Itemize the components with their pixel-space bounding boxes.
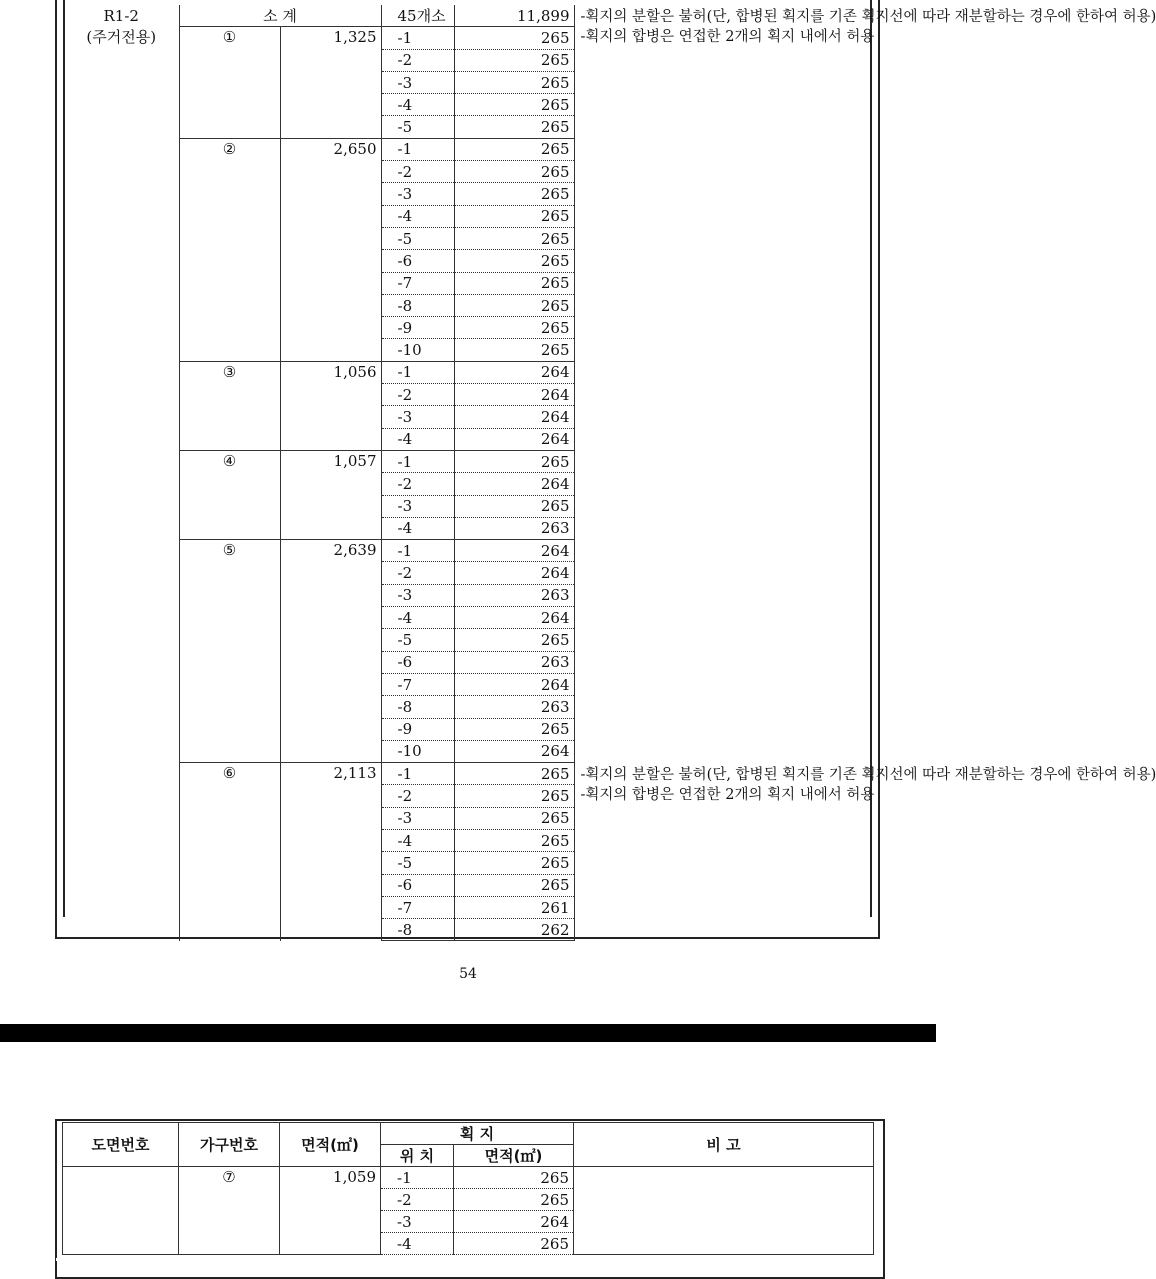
- block-number: ④: [179, 450, 280, 539]
- lot-area: 265: [454, 138, 574, 160]
- lot-area: 265: [454, 317, 574, 339]
- lot-position: -5: [381, 629, 454, 651]
- block-area: 1,056: [280, 361, 381, 450]
- lot-position: -4: [381, 205, 454, 227]
- page2-block-area: 1,059: [280, 1167, 381, 1255]
- page2-table-row: [63, 1167, 874, 1189]
- subtotal-row: [64, 5, 869, 27]
- lot-position: -6: [381, 874, 454, 896]
- block-area: 2,113: [280, 763, 381, 941]
- lot-position: -1: [381, 27, 454, 49]
- remarks-top: [574, 5, 1156, 763]
- lot-position: -9: [381, 317, 454, 339]
- page2-remarks: [574, 1167, 874, 1255]
- total-area: 11,899: [454, 5, 574, 27]
- lot-area: 265: [454, 116, 574, 138]
- header-lot: 획 지: [381, 1123, 574, 1145]
- lot-area: 263: [454, 517, 574, 539]
- lot-position: -4: [381, 829, 454, 851]
- lot-position: -6: [381, 250, 454, 272]
- lot-area: 265: [454, 294, 574, 316]
- lot-area: 265: [454, 227, 574, 249]
- drawing-no: R1-2: [64, 5, 179, 27]
- lot-area: 264: [454, 361, 574, 383]
- lot-area: 264: [454, 673, 574, 695]
- lot-table: [64, 5, 1156, 941]
- lot-area: 265: [454, 71, 574, 93]
- lot-position: -10: [381, 339, 454, 361]
- header-drawing-no: 도면번호: [63, 1123, 179, 1167]
- lot-position: -7: [381, 896, 454, 918]
- lot-area: 265: [454, 763, 574, 785]
- block-number: ⑥: [179, 763, 280, 941]
- lot-position: -3: [381, 495, 454, 517]
- page2-lot-position: -1: [381, 1167, 454, 1189]
- lot-area: 262: [454, 919, 574, 941]
- lot-position: -8: [381, 294, 454, 316]
- lot-count: 45개소: [381, 5, 454, 27]
- lot-area: 265: [454, 161, 574, 183]
- lot-area: 261: [454, 896, 574, 918]
- block-area: 2,639: [280, 540, 381, 763]
- lot-position: -3: [381, 584, 454, 606]
- usage-label: (주거전용): [64, 27, 179, 941]
- lot-area: 265: [454, 718, 574, 740]
- lot-area: 265: [454, 339, 574, 361]
- lot-area: 263: [454, 696, 574, 718]
- remarks-top-line: -획지의 합병은 연접한 2개의 획지 내에서 허용: [580, 29, 875, 45]
- block-number: ③: [179, 361, 280, 450]
- page2-lot-area: 265: [454, 1189, 574, 1211]
- block-number: ⑤: [179, 540, 280, 763]
- page2-lot-area: 265: [454, 1233, 574, 1255]
- lot-position: -2: [381, 473, 454, 495]
- lot-area: 264: [454, 607, 574, 629]
- lot-position: -2: [381, 49, 454, 71]
- page2-lot-position: -3: [381, 1211, 454, 1233]
- lot-position: -2: [381, 384, 454, 406]
- lot-position: -1: [381, 540, 454, 562]
- lot-area: 264: [454, 406, 574, 428]
- lot-position: -7: [381, 272, 454, 294]
- lot-position: -1: [381, 763, 454, 785]
- page2-table: [62, 1122, 874, 1255]
- lot-position: -3: [381, 406, 454, 428]
- lot-position: -10: [381, 740, 454, 762]
- block-area: 1,057: [280, 450, 381, 539]
- lot-area: 264: [454, 473, 574, 495]
- lot-area: 265: [454, 495, 574, 517]
- lot-area: 264: [454, 428, 574, 450]
- lot-position: -1: [381, 450, 454, 472]
- subtotal-label: 소 계: [179, 5, 381, 27]
- lot-area: 264: [454, 740, 574, 762]
- lot-area: 265: [454, 94, 574, 116]
- lot-area: 265: [454, 829, 574, 851]
- lot-area: 265: [454, 183, 574, 205]
- lot-position: -5: [381, 227, 454, 249]
- block-number: ①: [179, 27, 280, 138]
- lot-area: 264: [454, 562, 574, 584]
- table-row: [64, 763, 869, 785]
- lot-area: 265: [454, 807, 574, 829]
- lot-area: 265: [454, 250, 574, 272]
- lot-area: 265: [454, 205, 574, 227]
- lot-position: -8: [381, 696, 454, 718]
- page2-cut-edge: [56, 1258, 882, 1261]
- remarks-block6-line: -획지의 분할은 불허(단, 합병된 획지를 기존 획지선에 따라 재분할하는 경우에 한하여 허용): [580, 766, 1156, 783]
- lot-area: 265: [454, 49, 574, 71]
- page2-block-number: ⑦: [179, 1167, 280, 1255]
- header-lot-area: 면적(㎡): [454, 1145, 574, 1167]
- header-block-no: 가구번호: [179, 1123, 280, 1167]
- lot-area: 265: [454, 27, 574, 49]
- page2-lot-position: -2: [381, 1189, 454, 1211]
- lot-position: -6: [381, 651, 454, 673]
- lot-position: -3: [381, 71, 454, 93]
- block-area: 1,325: [280, 27, 381, 138]
- lot-position: -9: [381, 718, 454, 740]
- lot-area: 264: [454, 384, 574, 406]
- header-remarks: 비 고: [574, 1123, 874, 1167]
- lot-position: -4: [381, 94, 454, 116]
- lot-position: -1: [381, 138, 454, 160]
- lot-area: 264: [454, 540, 574, 562]
- lot-position: -2: [381, 785, 454, 807]
- lot-area: 265: [454, 629, 574, 651]
- remarks-block6: [574, 763, 1156, 941]
- remarks-block6-line: -획지의 합병은 연접한 2개의 획지 내에서 허용: [580, 786, 875, 803]
- lot-position: -4: [381, 428, 454, 450]
- remarks-top-line: -획지의 분할은 불허(단, 합병된 획지를 기존 획지선에 따라 재분할하는 경우에 한하여 허용): [580, 9, 1156, 25]
- page-number: 54: [459, 966, 477, 982]
- lot-area: 263: [454, 584, 574, 606]
- lot-position: -2: [381, 562, 454, 584]
- lot-position: -5: [381, 116, 454, 138]
- lot-area: 265: [454, 852, 574, 874]
- lot-area: 265: [454, 874, 574, 896]
- lot-position: -8: [381, 919, 454, 941]
- lot-position: -4: [381, 517, 454, 539]
- block-number: ②: [179, 138, 280, 361]
- header-area: 면적(㎡): [280, 1123, 381, 1167]
- lot-area: 265: [454, 785, 574, 807]
- header-position: 위 치: [381, 1145, 454, 1167]
- lot-position: -5: [381, 852, 454, 874]
- page2-lot-position: -4: [381, 1233, 454, 1255]
- lot-area: 265: [454, 450, 574, 472]
- page-separator-band: [0, 1024, 936, 1042]
- block-area: 2,650: [280, 138, 381, 361]
- page2-lot-area: 264: [454, 1211, 574, 1233]
- lot-position: -2: [381, 161, 454, 183]
- lot-position: -4: [381, 607, 454, 629]
- lot-area: 265: [454, 272, 574, 294]
- page2-drawing-no: [63, 1167, 179, 1255]
- lot-position: -1: [381, 361, 454, 383]
- lot-position: -7: [381, 673, 454, 695]
- lot-position: -3: [381, 807, 454, 829]
- lot-position: -3: [381, 183, 454, 205]
- page2-lot-area: 265: [454, 1167, 574, 1189]
- lot-area: 263: [454, 651, 574, 673]
